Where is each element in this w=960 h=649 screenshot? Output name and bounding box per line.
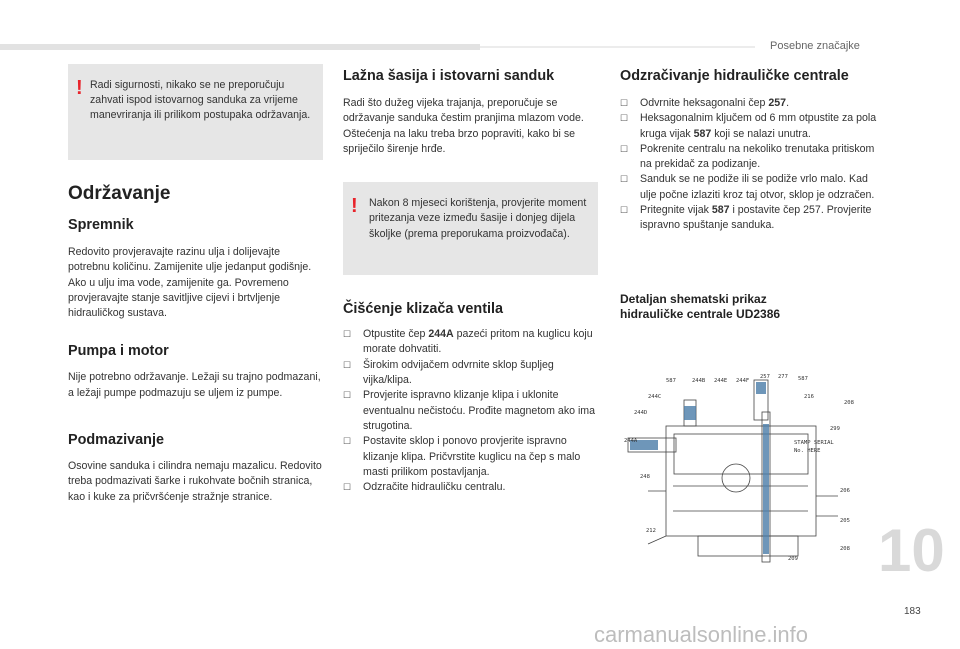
list-item: ☐ Postavite sklop i ponovo provjerite ispravno klizanje klipa. Pričvrstite kuglicu na čep s malo masti prilikom postavljanja. bbox=[343, 435, 581, 478]
list-item: ☐ Širokim odvijačem odvrnite sklop šupljeg vijka/klipa. bbox=[343, 358, 554, 387]
exclamation-icon: ! bbox=[76, 77, 83, 99]
checkbox-bullet-icon: ☐ bbox=[343, 436, 352, 447]
list-item: ☐ Odvrnite heksagonalni čep 257. bbox=[620, 96, 880, 111]
column-2 bbox=[343, 64, 598, 495]
chassis-text-2: Oštećenja na laku treba brzo popraviti, kako bi se spriječilo širenje hrđe. bbox=[343, 127, 576, 155]
page-number: 183 bbox=[904, 606, 921, 617]
label-244c: 244C bbox=[648, 394, 662, 400]
checkbox-bullet-icon: ☐ bbox=[343, 482, 352, 493]
bleeding-heading: Odzračivanje hidrauličke centrale bbox=[620, 68, 849, 84]
checkbox-bullet-icon: ☐ bbox=[620, 98, 629, 108]
label-no-here: No. HERE bbox=[794, 448, 821, 454]
list-item: ☐ Pritegnite vijak 587 i postavite čep 257. Provjerite ispravno spuštanje sanduka. bbox=[620, 204, 872, 232]
label-244e: 244E bbox=[714, 378, 728, 384]
label-216: 216 bbox=[804, 394, 814, 400]
lubrication-heading: Podmazivanje bbox=[68, 432, 164, 449]
maintenance-heading: Održavanje bbox=[68, 183, 171, 204]
torque-warning-text: Nakon 8 mjeseci korištenja, provjerite moment pritezanja veze između šasije i donjeg dijela školjke (prema preporukama proizvođača). bbox=[369, 197, 587, 240]
tank-text: Redovito provjeravajte razinu ulja i dolijevajte potrebnu količinu. Zamijenite ulje jedanput godišnje. Ako u ulju ima vode, zamijenite ga. Povremeno provjeravajte stanje savitljive cijevi i brtvljenje hidrauličkog sustava. bbox=[68, 246, 312, 320]
label-205: 205 bbox=[840, 518, 850, 524]
chassis-text-1: Radi što dužeg vijeka trajanja, preporučuje se održavanje sanduka čestim pranjima mlazom vode. bbox=[343, 97, 584, 125]
valve-cleaning-steps bbox=[343, 327, 598, 495]
label-244a: 244A bbox=[624, 438, 638, 444]
top-rule-thin bbox=[480, 46, 755, 48]
label-stamp-serial: STAMP SERIAL bbox=[794, 440, 834, 446]
screw-shaft-highlight bbox=[763, 424, 769, 554]
pump-text: Nije potrebno održavanje. Ležaji su trajno podmazani, a ležaji pumpe podmazuju se uljem iz pumpe. bbox=[68, 371, 321, 399]
exclamation-icon: ! bbox=[351, 195, 358, 218]
checkbox-bullet-icon: ☐ bbox=[620, 113, 629, 124]
list-item: ☐ Otpustite čep 244A pazeći pritom na kuglicu koju morate dohvatiti. bbox=[343, 328, 593, 356]
list-item: ☐ Heksagonalnim ključem od 6 mm otpustite za pola kruga vijak 587 koji se nalazi unutra. bbox=[620, 112, 877, 140]
label-299: 299 bbox=[830, 426, 840, 432]
base-flange bbox=[698, 536, 798, 556]
checkbox-bullet-icon: ☐ bbox=[343, 390, 352, 401]
label-209: 209 bbox=[788, 556, 798, 562]
valve-block bbox=[674, 434, 808, 474]
label-244f: 244F bbox=[736, 378, 750, 384]
chapter-number: 10 bbox=[878, 517, 945, 584]
pump-heading: Pumpa i motor bbox=[68, 343, 169, 360]
list-item: ☐ Sanduk se ne podiže ili se podiže vrlo malo. Kad ulje počne izlaziti kroz taj otvor, sklop je odzračen. bbox=[620, 173, 875, 201]
label-206: 206 bbox=[840, 488, 850, 494]
bleeding-steps bbox=[620, 96, 880, 234]
pump-circle bbox=[722, 464, 750, 492]
diagram-title: Detaljan shematski prikaz hidrauličke centrale UD2386 bbox=[620, 291, 781, 321]
column-3 bbox=[620, 64, 880, 322]
label-587: 587 bbox=[666, 378, 676, 384]
list-item: ☐ Provjerite ispravno klizanje klipa i uklonite eventualnu nečistoću. Prođite magnetom ako ima strugotina. bbox=[343, 389, 596, 432]
column-1 bbox=[68, 64, 323, 505]
safety-warning-text: Radi sigurnosti, nikako se ne preporučuju zahvati ispod istovarnog sanduka za vrijeme manevriranja ili prilikom postupaka održavanja. bbox=[90, 79, 311, 122]
section-title: Posebne značajke bbox=[770, 40, 860, 52]
checkbox-bullet-icon: ☐ bbox=[620, 174, 629, 185]
checkbox-bullet-icon: ☐ bbox=[620, 143, 629, 154]
tank-heading: Spremnik bbox=[68, 217, 134, 233]
label-257: 257 bbox=[760, 374, 770, 380]
bolt-587-highlight bbox=[684, 406, 696, 420]
label-248: 248 bbox=[640, 474, 650, 480]
hydraulic-unit-schematic bbox=[618, 366, 878, 566]
list-item: ☐ Odzračite hidrauličku centralu. bbox=[343, 480, 598, 495]
checkbox-bullet-icon: ☐ bbox=[343, 359, 352, 370]
label-244b: 244B bbox=[692, 378, 706, 384]
top-rule bbox=[0, 44, 480, 50]
valve-cleaning-heading: Čišćenje klizača ventila bbox=[343, 301, 503, 318]
checkbox-bullet-icon: ☐ bbox=[343, 329, 352, 340]
list-item: ☐ Pokrenite centralu na nekoliko trenutaka pritiskom na prekidač za podizanje. bbox=[620, 142, 875, 171]
label-208b: 208 bbox=[840, 546, 850, 552]
checkbox-bullet-icon: ☐ bbox=[620, 205, 629, 216]
safety-warning-box bbox=[68, 64, 323, 160]
label-244d: 244D bbox=[634, 410, 648, 416]
label-208: 208 bbox=[844, 400, 854, 406]
label-587b: 587 bbox=[798, 376, 808, 382]
label-212: 212 bbox=[646, 528, 656, 534]
lubrication-text: Osovine sanduka i cilindra nemaju mazalicu. Redovito treba podmazivati šarke i rukohvate bočnih stranica, kao i kuke za pričvršćenje stražnje stranice. bbox=[68, 460, 322, 503]
chassis-heading: Lažna šasija i istovarni sanduk bbox=[343, 68, 555, 84]
torque-warning-box bbox=[343, 182, 598, 275]
plug-257-highlight bbox=[756, 382, 766, 394]
watermark: carmanualsonline.info bbox=[594, 622, 809, 647]
label-277: 277 bbox=[778, 374, 788, 380]
